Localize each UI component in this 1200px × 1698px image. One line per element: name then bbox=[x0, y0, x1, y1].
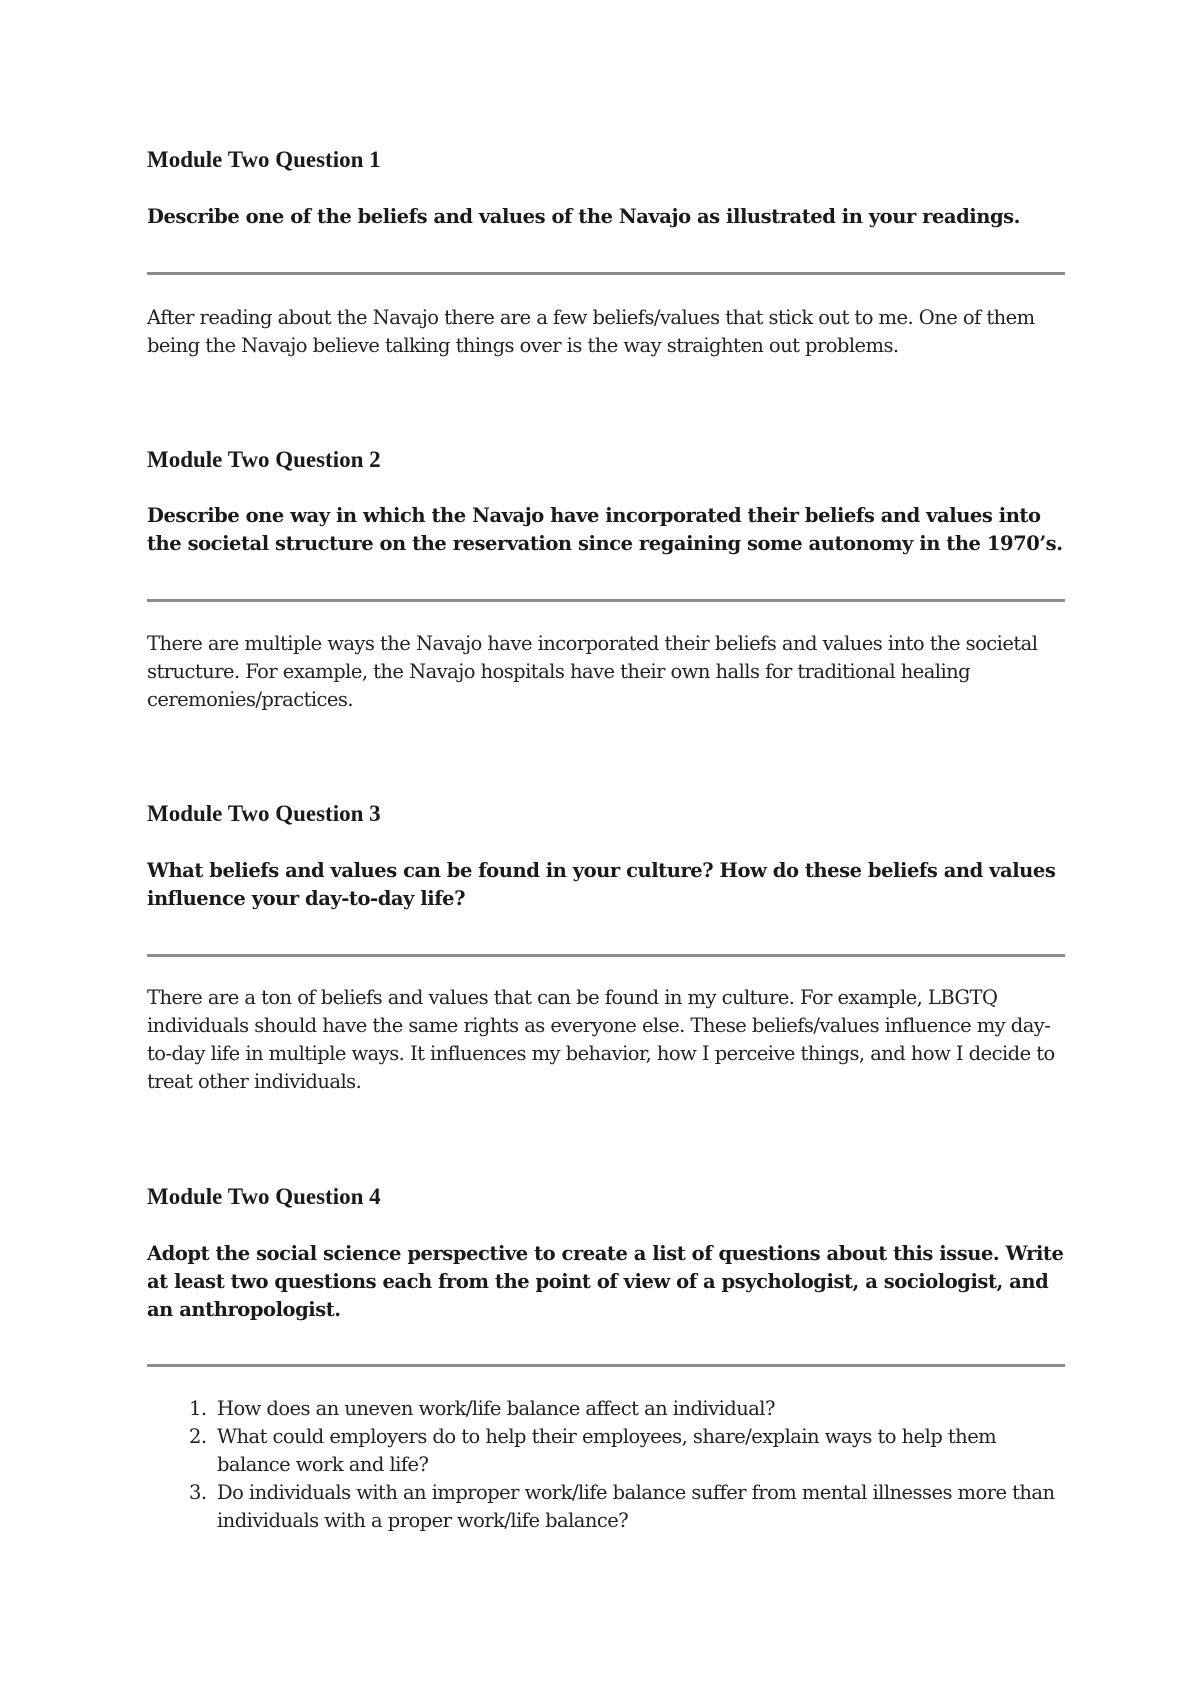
question-2-divider bbox=[147, 599, 1065, 602]
question-4-divider bbox=[147, 1364, 1065, 1367]
list-item bbox=[147, 1423, 1065, 1479]
question-3-answer: There are a ton of beliefs and values that can be found in my culture. For example, LBGTQ individuals should have the same rights as everyone else. These beliefs/values influence my day-to-day life in multiple ways. It influences my behavior, how I perceive things, and how I decide to treat other individuals. bbox=[147, 986, 1055, 1093]
question-1-divider bbox=[147, 272, 1065, 275]
list-item-number: 3. bbox=[189, 1481, 207, 1504]
question-1-title: Module Two Question 1 bbox=[147, 147, 381, 172]
question-4-prompt: Adopt the social science perspective to create a list of questions about this issue. Write at least two questions each from the point of view of a psychologist, a sociologist, and an anthropologist. bbox=[147, 1242, 1064, 1321]
question-3-prompt: What beliefs and values can be found in your culture? How do these beliefs and values influence your day-to-day life? bbox=[147, 859, 1056, 910]
list-item-text: Do individuals with an improper work/life balance suffer from mental illnesses more than individuals with a proper work/life balance? bbox=[217, 1481, 1055, 1532]
list-item-number: 1. bbox=[189, 1397, 207, 1420]
question-1-prompt: Describe one of the beliefs and values of the Navajo as illustrated in your readings. bbox=[147, 205, 1021, 228]
list-item bbox=[147, 1479, 1065, 1535]
question-3-divider bbox=[147, 954, 1065, 957]
question-2-prompt: Describe one way in which the Navajo have incorporated their beliefs and values into the societal structure on the reservation since regaining some autonomy in the 1970’s. bbox=[147, 504, 1063, 555]
question-4-title: Module Two Question 4 bbox=[147, 1184, 381, 1209]
list-item-number: 2. bbox=[189, 1425, 207, 1448]
question-1-answer: After reading about the Navajo there are a few beliefs/values that stick out to me. One of them being the Navajo believe talking things over is the way straighten out problems. bbox=[147, 306, 1035, 357]
question-3-title: Module Two Question 3 bbox=[147, 801, 381, 826]
question-2-title: Module Two Question 2 bbox=[147, 447, 381, 472]
question-4-answer-list bbox=[147, 1395, 1065, 1535]
question-2-answer: There are multiple ways the Navajo have incorporated their beliefs and values into the societal structure. For example, the Navajo hospitals have their own halls for traditional healing ceremonies/practices. bbox=[147, 632, 1038, 711]
list-item bbox=[147, 1395, 1065, 1423]
list-item-text: How does an uneven work/life balance affect an individual? bbox=[217, 1397, 775, 1420]
list-item-text: What could employers do to help their employees, share/explain ways to help them balance work and life? bbox=[217, 1425, 997, 1476]
